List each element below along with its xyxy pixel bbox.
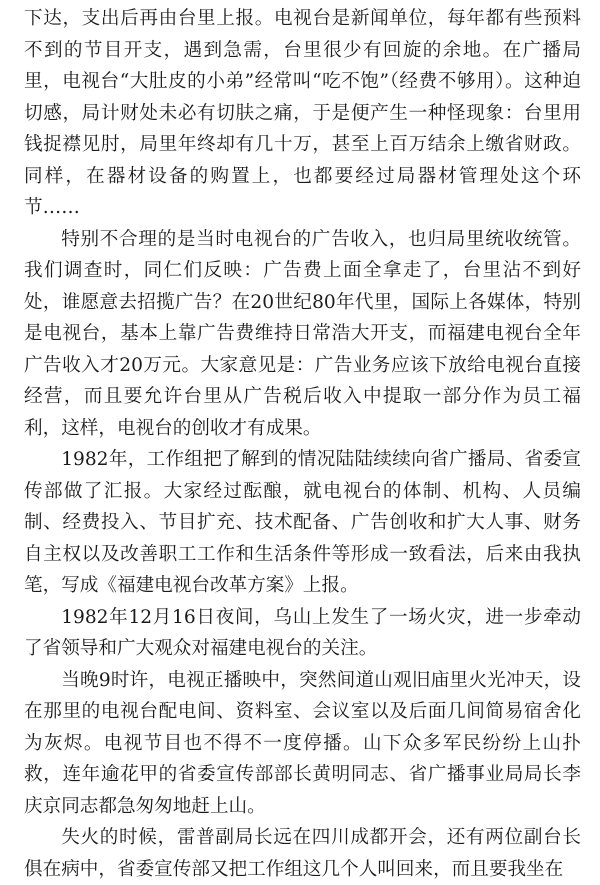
paragraph-5: 当晚9时许，电视正播映中，突然间道山观旧庙里火光冲天，设在那里的电视台配电间、资料室、会议室以及后面几间简易宿舍化为灰烬。电视节目也不得不一度停播。山下众多军民纷纷上山扑救，连年逾花甲的省委宣传部部长黄明同志、省广播事业局局长李庆京同志都急匆匆地赶上山。: [24, 669, 581, 817]
paragraph-2: 特别不合理的是当时电视台的广告收入，也归局里统收统管。我们调查时，同仁们反映：广告费上面全拿走了，台里沾不到好处，谁愿意去招揽广告？在20世纪80年代里，国际上各媒体，特别是电视台，基本上靠广告费维持日常浩大开支，而福建电视台全年广告收入才20万元。大家意见是：广告业务应该下放给电视台直接经营，而且要允许台里从广告税后收入中提取一部分作为员工福利，这样，电视台的创收才有成果。: [24, 228, 581, 439]
paragraph-3: 1982年，工作组把了解到的情况陆陆续续向省广播局、省委宣传部做了汇报。大家经过酝酿，就电视台的体制、机构、人员编制、经费投入、节目扩充、技术配备、广告创收和扩大人事、财务自主权以及改善职工工作和生活条件等形成一致看法，后来由我执笔，写成《福建电视台改革方案》上报。: [24, 449, 581, 596]
paragraph-4: 1982年12月16日夜间，乌山上发生了一场火灾，进一步牵动了省领导和广大观众对福建电视台的关注。: [24, 606, 581, 659]
paragraph-1: 下达，支出后再由台里上报。电视台是新闻单位，每年都有些预料不到的节目开支，遇到急需，台里很少有回旋的余地。在广播局里，电视台“大肚皮的小弟”经常叫“吃不饱”（经费不够用）。这种迫切感，局计财处未必有切肤之痛，于是便产生一种怪现象：台里用钱捉襟见肘，局里年终却有几十万，甚至上百万结余上缴省财政。同样，在器材设备的购置上，也都要经过局器材管理处这个环节……: [24, 8, 581, 218]
paragraph-6: 失火的时候，雷普副局长远在四川成都开会，还有两位副台长俱在病中，省委宣传部又把工作组这几个人叫回来，而且要我坐在: [24, 827, 581, 880]
